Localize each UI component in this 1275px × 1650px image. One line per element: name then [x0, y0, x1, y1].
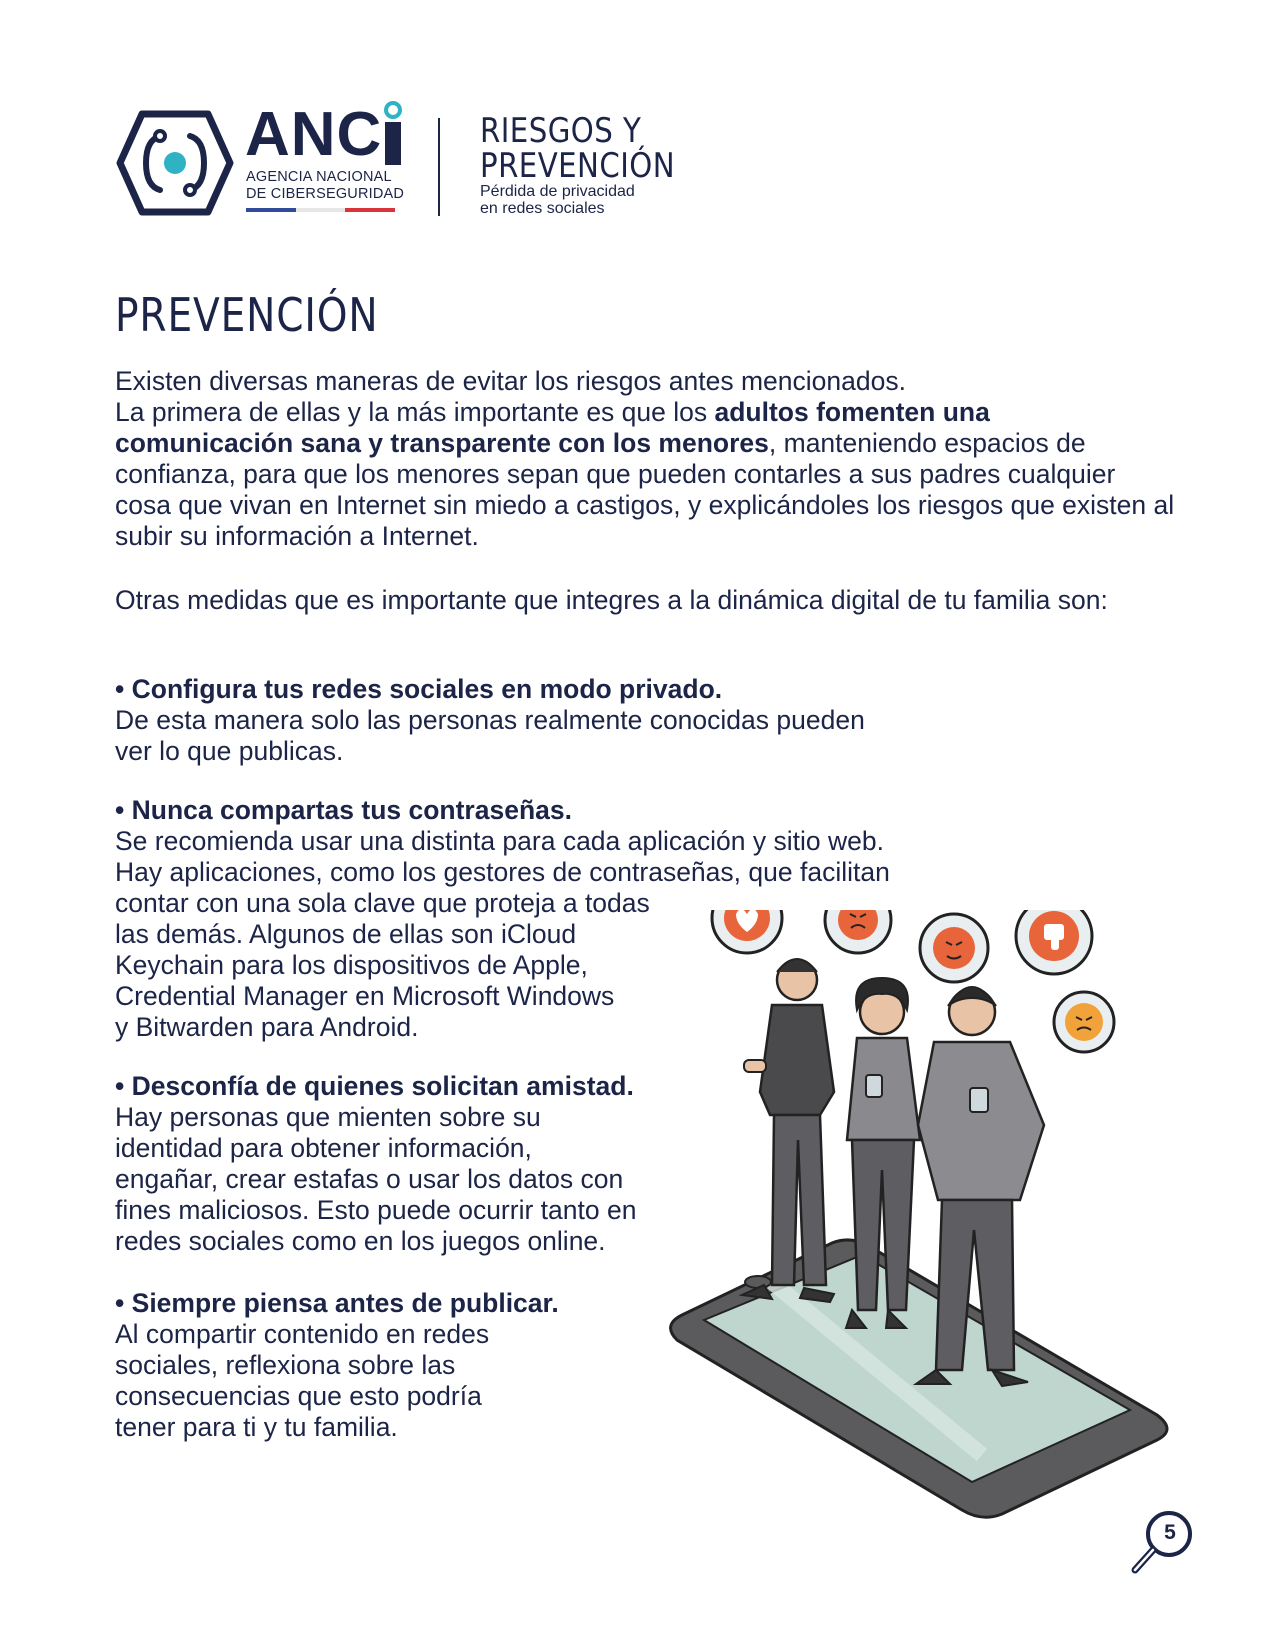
document-subtitle: Pérdida de privacidad en redes sociales [480, 183, 635, 217]
person-left [742, 959, 834, 1302]
bullet-think-before-posting: • Siempre piensa antes de publicar. Al compartir contenido en redes sociales, reflexiona sobre las consecuencias que esto podría tener para ti y tu familia. [115, 1288, 1175, 1443]
angry-face-icon [825, 910, 891, 953]
intro-emphasis: adultos fomenten una comunicación sana y transparente con los menores [115, 397, 990, 458]
measures-intro: Otras medidas que es importante que integres a la dinámica digital de tu familia son: [115, 585, 1108, 615]
anci-logo-icon [116, 110, 234, 216]
bullet-title: • Configura tus redes sociales en modo privado. [115, 674, 723, 704]
bullet-title: • Siempre piensa antes de publicar. [115, 1288, 559, 1318]
intro-paragraph: Existen diversas maneras de evitar los riesgos antes mencionados. La primera de ellas y la más importante es que los adultos fomenten una comunicación sana y transparente con los menores, manteniendo espacios de confianza, para que los menores sepan que pueden contarles a sus padres cualquier cosa que vivan en Internet sin miedo a castigos, y explicándoles los riesgos que existen al subir su información a Internet. [115, 366, 1175, 551]
page-number: 5 [1164, 1521, 1176, 1544]
bullet-title: • Desconfía de quienes solicitan amistad. [115, 1071, 634, 1101]
logo-i-letter [378, 100, 408, 170]
bullet-passwords: • Nunca compartas tus contraseñas. Se recomienda usar una distinta para cada aplicación y sitio web. Hay aplicaciones, como los gestores de contraseñas, que facilitan contar con una sola clave que proteja a todas las demás. Algunos de ellas son iCloud Keychain para los dispositivos de Apple, Credential Manager en Microsoft Windows y Bitwarden para Android. [115, 795, 1175, 1043]
giant-phone [671, 1240, 1167, 1517]
broken-heart-icon [712, 910, 782, 953]
header-divider [438, 118, 440, 216]
logo-agency-name: AGENCIA NACIONAL DE CIBERSEGURIDAD [246, 169, 405, 202]
document-title: RIESGOS Y PREVENCIÓN [480, 111, 676, 186]
bullet-friend-requests: • Desconfía de quienes solicitan amistad. Hay personas que mienten sobre su identidad para obtener información, engañar, crear estafas o usar los datos con fines maliciosos. Esto puede ocurrir tanto en redes sociales como en los juegos online. [115, 1071, 1175, 1257]
bullet-title: • Nunca compartas tus contraseñas. [115, 795, 572, 825]
teens-on-phone-illustration [652, 910, 1172, 1530]
flag-stripe [246, 208, 395, 212]
thumbs-down-icon [1016, 910, 1092, 974]
devil-face-icon [920, 914, 988, 982]
annoyed-face-icon [1054, 992, 1114, 1052]
page-title: PREVENCIÓN [115, 288, 379, 342]
logo-wordmark: ANC [245, 100, 383, 169]
bullet-private-profiles: • Configura tus redes sociales en modo privado. De esta manera solo las personas realmente conocidas pueden ver lo que publicas. [115, 674, 1175, 767]
